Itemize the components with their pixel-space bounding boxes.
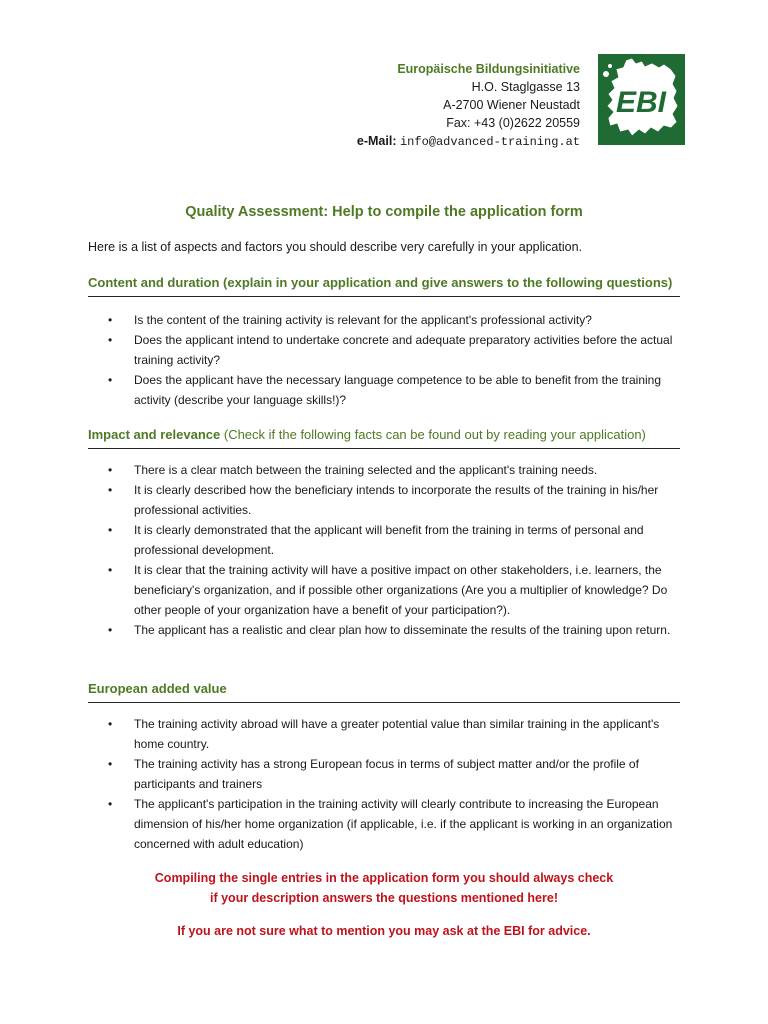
footer-note-advice: If you are not sure what to mention you may ask at the EBI for advice.	[177, 924, 591, 938]
list-item: • There is a clear match between the training selected and the applicant's training needs.	[88, 460, 680, 480]
list-item: • It is clearly demonstrated that the applicant will benefit from the training in terms of personal and professional development.	[88, 520, 680, 560]
section-heading-text: European added value	[88, 681, 227, 696]
email-link[interactable]: info@advanced-training.at	[399, 135, 580, 149]
email-label: e-Mail:	[356, 134, 397, 148]
list-item: • The training activity has a strong European focus in terms of subject matter and/or the profile of participants and trainers	[88, 754, 680, 794]
section-heading-text: Impact and relevance	[88, 427, 221, 442]
impact-list	[88, 460, 680, 640]
list-item: • Is the content of the training activity is relevant for the applicant's professional activity?	[88, 310, 680, 330]
address-block	[357, 60, 580, 151]
list-item: • The applicant's participation in the training activity will clearly contribute to increasing the European dimension of his/her home organization (if applicable, i.e. if the applicant is working in an organization concerned with adult education)	[88, 794, 680, 854]
page-title: Quality Assessment: Help to compile the application form	[185, 204, 583, 220]
org-name: Europäische Bildungsinitiative	[397, 62, 580, 76]
content-question-list	[88, 310, 680, 410]
list-item: • It is clear that the training activity will have a positive impact on other stakeholders, i.e. learners, the beneficiary's organization, and if possible other organizations (Are you a multiplier of knowledge? Do other people of your organization have a benefit of your participation?).	[88, 560, 680, 620]
section-heading-note: (Check if the following facts can be found out by reading your application)	[223, 427, 646, 442]
ebi-logo	[598, 54, 685, 145]
island-icon	[608, 64, 612, 68]
footer-line: Compiling the single entries in the application form you should always check	[154, 871, 614, 885]
section-heading-content	[88, 275, 680, 297]
street-address: H.O. Staglgasse 13	[471, 80, 580, 94]
european-value-list	[88, 714, 680, 854]
fax-number: Fax: +43 (0)2622 20559	[446, 116, 580, 130]
list-item: • Does the applicant intend to undertake concrete and adequate preparatory activities before the actual training activity?	[88, 330, 680, 370]
footer-note-check	[0, 868, 768, 908]
intro-text: Here is a list of aspects and factors you should describe very carefully in your application.	[88, 240, 582, 254]
email-line	[357, 132, 580, 151]
city-address: A-2700 Wiener Neustadt	[443, 98, 580, 112]
list-item: • The applicant has a realistic and clear plan how to disseminate the results of the training upon return.	[88, 620, 680, 640]
list-item: • It is clearly described how the beneficiary intends to incorporate the results of the training in his/her professional activities.	[88, 480, 680, 520]
logo-text: EBI	[615, 86, 667, 119]
section-heading-european	[88, 681, 680, 703]
section-heading-text: Content and duration (explain in your application and give answers to the following questions)	[88, 275, 673, 290]
section-heading-impact	[88, 427, 680, 449]
list-item: • The training activity abroad will have a greater potential value than similar training in the applicant's home country.	[88, 714, 680, 754]
island-icon	[603, 71, 609, 77]
footer-line: if your description answers the questions mentioned here!	[210, 891, 558, 905]
list-item: • Does the applicant have the necessary language competence to be able to benefit from the training activity (describe your language skills!)?	[88, 370, 680, 410]
